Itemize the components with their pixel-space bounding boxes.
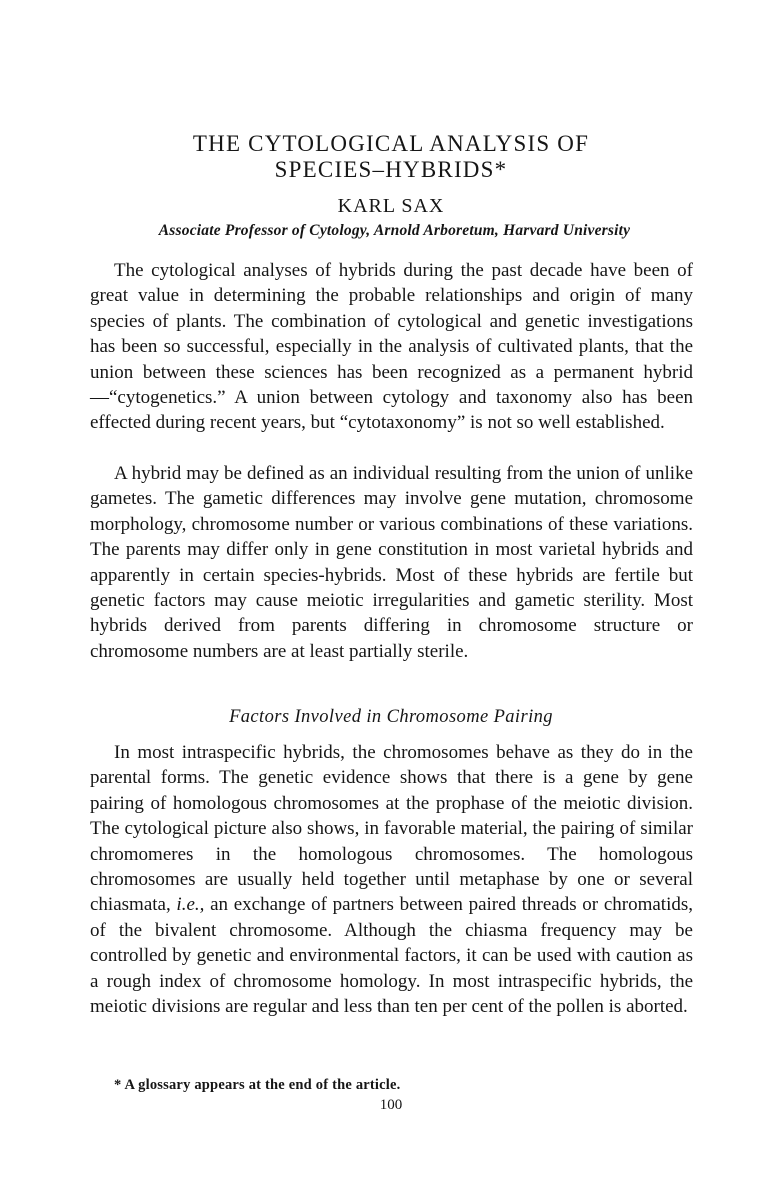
section-paragraph-block	[90, 740, 693, 1019]
section-paragraph	[90, 740, 693, 1019]
article-title-line-2: SPECIES–HYBRIDS*	[274, 157, 508, 182]
author-name: KARL SAX	[337, 195, 445, 217]
body-paragraph-2-block	[90, 461, 693, 664]
body-paragraph-1-block	[90, 258, 693, 436]
article-title-line-1: THE CYTOLOGICAL ANALYSIS OF	[192, 131, 590, 156]
page-number: 100	[379, 1097, 403, 1113]
body-paragraph: A hybrid may be defined as an individual resulting from the union of unlike gametes. The gametic differences may involve gene mutation, chromosome morphology, chromosome number or various combinations of these variations. The parents may differ only in gene constitution in most varietal hybrids and apparently in certain species-hybrids. Most of these hybrids are fertile but genetic factors may cause meiotic irregularities and gametic sterility. Most hybrids derived from parents differing in chromosome structure or chromosome numbers are at least partially sterile.	[90, 463, 693, 662]
section-paragraph-part2: an exchange of partners between paired threads or chromatids, of the bivalent chromosome. Although the chiasma frequency may be controlled by genetic and environmental factors, it can be used with caution as a rough index of chromosome homology. In most intraspecific hybrids, the meiotic divisions are regular and less than ten per cent of the pollen is aborted.	[90, 894, 694, 1018]
section-paragraph-abbrev: i.e.,	[176, 894, 205, 916]
section-heading: Factors Involved in Chromosome Pairing	[229, 707, 553, 727]
footnote: * A glossary appears at the end of the article.	[114, 1077, 401, 1093]
author-affiliation: Associate Professor of Cytology, Arnold Arboretum, Harvard University	[158, 222, 631, 239]
section-paragraph-part1: In most intraspecific hybrids, the chromosomes behave as they do in the parental forms. The genetic evidence shows that there is a gene by gene pairing of homologous chromosomes at the prophase of the meiotic division. The cytological picture also shows, in favorable material, the pairing of similar chromomeres in the homologous chromosomes. The homologous chromosomes are usually held together until metaphase by one or several chiasmata,	[90, 742, 693, 916]
body-paragraph: The cytological analyses of hybrids during the past decade have been of great value in determining the probable relationships and origin of many species of plants. The combination of cytological and genetic investigations has been so successful, especially in the analysis of cultivated plants, that the union between these sciences has been recognized as a permanent hybrid—“cytogenetics.” A union between cytology and taxonomy also has been effected during recent years, but “cytotaxonomy” is not so well established.	[90, 260, 693, 434]
